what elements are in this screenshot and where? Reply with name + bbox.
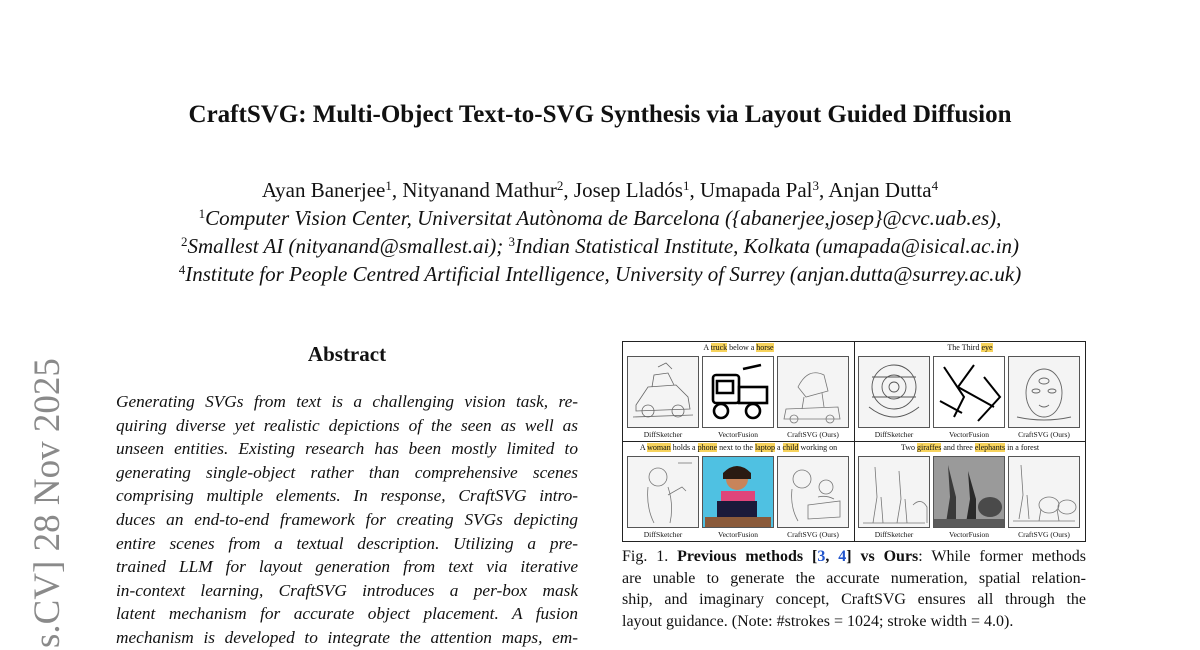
prompt-text: next to the xyxy=(717,443,755,452)
author-name: Nityanand Mathur xyxy=(402,178,557,202)
author-name: Josep Lladós xyxy=(573,178,683,202)
sketch-thumbnail xyxy=(627,356,699,428)
method-label: DiffSketcher xyxy=(874,530,914,539)
panel-prompt xyxy=(623,443,854,453)
affiliation-text: Indian Statistical Institute, Kolkata (umapada@isical.ac.in) xyxy=(515,234,1020,258)
caption-bold: , xyxy=(825,548,839,565)
affiliation-line-3 xyxy=(0,260,1200,288)
prompt-text: A xyxy=(639,443,648,452)
caption-line: layout guidance. (Note: #strokes = 1024; stroke width = 4.0). xyxy=(622,613,1014,631)
sketch-thumbnail xyxy=(933,356,1005,428)
method-label: VectorFusion xyxy=(949,430,989,439)
caption-text: : While former methods xyxy=(918,548,1087,565)
prompt-text: holds a xyxy=(670,443,698,452)
method-label: VectorFusion xyxy=(949,530,989,539)
method-label: CraftSVG (Ours) xyxy=(1018,530,1070,539)
author-sup: 3 xyxy=(812,178,820,193)
prompt-highlight: eye xyxy=(981,343,993,352)
abstract-line: latent mechanism for accurate object placement. A fusion xyxy=(116,604,578,624)
figure-panel-giraffes-elephants xyxy=(855,442,1085,541)
abstract-line: mechanism is developed to integrate the attention maps, em- xyxy=(116,627,578,647)
affiliation-text: Smallest AI (nityanand@smallest.ai); xyxy=(187,234,509,258)
affiliation-sup: 1 xyxy=(198,206,206,221)
sketch-thumbnail xyxy=(702,356,774,428)
abstract-line: comprising multiple elements. In response, CraftSVG intro- xyxy=(116,486,578,506)
author-name: Anjan Dutta xyxy=(828,178,932,202)
prompt-highlight: truck xyxy=(710,343,728,352)
method-label: CraftSVG (Ours) xyxy=(787,530,839,539)
author-sep: , xyxy=(391,178,403,202)
caption-line: ship, and imaginary concept, CraftSVG ensures all through the xyxy=(622,591,1086,609)
prompt-text: working on xyxy=(798,443,838,452)
citation-link[interactable]: 3 xyxy=(817,548,826,565)
arxiv-stamp: s.CV] 28 Nov 2025 xyxy=(27,358,68,648)
prompt-text: and three xyxy=(941,443,975,452)
sketch-thumbnail xyxy=(777,456,849,528)
author-sup: 2 xyxy=(556,178,564,193)
figure-panel-third-eye xyxy=(855,342,1085,441)
sketch-thumbnail xyxy=(858,356,930,428)
author-sep: , xyxy=(819,178,829,202)
figure-caption xyxy=(622,546,1086,633)
abstract-line: entire scenes from a textual description. Utilizing a pre- xyxy=(116,533,578,553)
panel-prompt xyxy=(855,443,1085,453)
caption-line: are unable to generate the accurate numeration, spatial relation- xyxy=(622,569,1086,587)
caption-bold: Previous methods [ xyxy=(677,548,818,565)
prompt-text: Two xyxy=(900,443,918,452)
prompt-text: in a forest xyxy=(1005,443,1040,452)
method-label: CraftSVG (Ours) xyxy=(1018,430,1070,439)
method-label: VectorFusion xyxy=(718,430,758,439)
affiliation-sup: 4 xyxy=(178,262,186,277)
abstract-line: quiring diverse yet realistic depictions of the seen as well as xyxy=(116,415,578,435)
sketch-thumbnail xyxy=(1008,356,1080,428)
prompt-highlight: phone xyxy=(697,443,718,452)
author-sup: 1 xyxy=(682,178,690,193)
method-label: DiffSketcher xyxy=(643,530,683,539)
abstract-line: trained LLM for layout generation from text via iterative xyxy=(116,557,578,577)
figure-1 xyxy=(622,341,1086,542)
abstract-line: in-context learning, CraftSVG introduces a per-box mask xyxy=(116,580,578,600)
author-sep: , xyxy=(563,178,574,202)
panel-prompt xyxy=(855,343,1085,353)
abstract-line: duces an end-to-end framework for creating SVGs depicting xyxy=(116,509,578,529)
figure-panel-truck-horse xyxy=(623,342,854,441)
author-block xyxy=(0,176,1200,288)
prompt-highlight: giraffes xyxy=(917,443,942,452)
sketch-thumbnail xyxy=(1008,456,1080,528)
prompt-highlight: woman xyxy=(647,443,671,452)
prompt-text: a xyxy=(774,443,783,452)
author-name: Umapada Pal xyxy=(699,178,813,202)
prompt-text: below a xyxy=(727,343,757,352)
prompt-highlight: child xyxy=(782,443,799,452)
author-sep: , xyxy=(689,178,700,202)
panel-prompt xyxy=(623,343,854,353)
abstract-heading: Abstract xyxy=(307,342,387,366)
affiliation-text: Computer Vision Center, Universitat Autònoma de Barcelona ({abanerjee,josep}@cvc.uab.es), xyxy=(205,206,1002,230)
prompt-text: The Third xyxy=(947,343,982,352)
affiliation-line-2 xyxy=(0,232,1200,260)
abstract-body xyxy=(116,390,578,650)
prompt-highlight: laptop xyxy=(754,443,775,452)
figure-panel-woman-child xyxy=(623,442,854,541)
sketch-thumbnail xyxy=(777,356,849,428)
sketch-thumbnail xyxy=(933,456,1005,528)
paper-title: CraftSVG: Multi-Object Text-to-SVG Synthesis via Layout Guided Diffusion xyxy=(188,101,1012,128)
method-label: VectorFusion xyxy=(718,530,758,539)
abstract-line: unseen entities. Existing research has been mostly limited to xyxy=(116,439,578,459)
prompt-text: A xyxy=(703,343,711,352)
method-label: DiffSketcher xyxy=(643,430,683,439)
prompt-highlight: elephants xyxy=(974,443,1006,452)
abstract-line: Generating SVGs from text is a challenging vision task, re- xyxy=(116,392,578,411)
sketch-thumbnail xyxy=(702,456,774,528)
affiliation-sup: 3 xyxy=(508,234,516,249)
author-name: Ayan Banerjee xyxy=(261,178,386,202)
author-sup: 4 xyxy=(931,178,939,193)
abstract-line: generating single-object rather than comprehensive scenes xyxy=(116,462,578,482)
prompt-highlight: horse xyxy=(756,343,774,352)
affiliation-sup: 2 xyxy=(180,234,188,249)
sketch-thumbnail xyxy=(627,456,699,528)
caption-bold: ] vs Ours xyxy=(846,548,919,565)
caption-line xyxy=(622,546,1086,568)
affiliation-text: Institute for People Centred Artificial Intelligence, University of Surrey (anjan.dutta@surrey.ac.uk) xyxy=(185,262,1022,286)
citation-link[interactable]: 4 xyxy=(838,548,847,565)
method-label: DiffSketcher xyxy=(874,430,914,439)
author-sup: 1 xyxy=(385,178,392,193)
method-label: CraftSVG (Ours) xyxy=(787,430,839,439)
affiliation-line-1 xyxy=(0,204,1200,232)
sketch-thumbnail xyxy=(858,456,930,528)
author-list xyxy=(0,176,1200,204)
caption-fig-label: Fig. 1. xyxy=(622,548,678,565)
